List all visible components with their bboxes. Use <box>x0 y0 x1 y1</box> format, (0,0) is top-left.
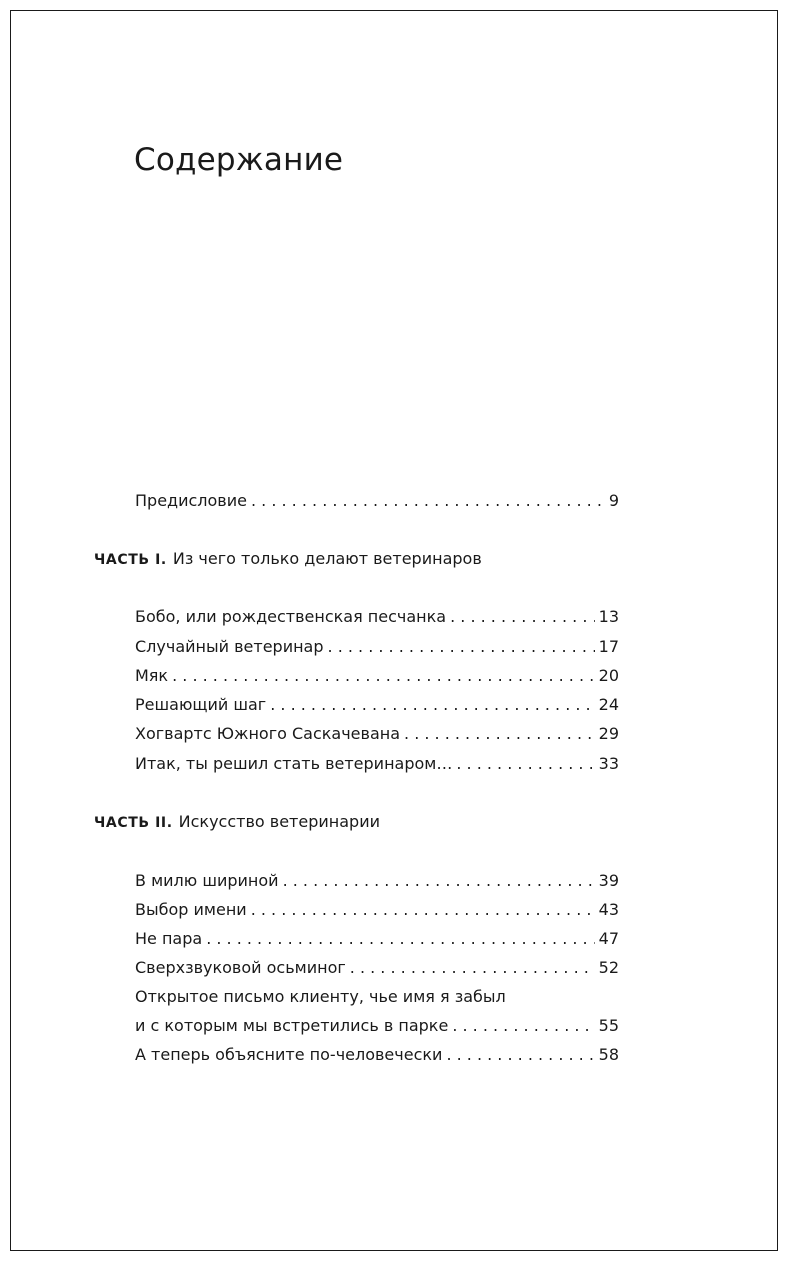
entry-page: 20 <box>598 666 619 685</box>
dot-leader <box>270 693 594 717</box>
entry-page: 39 <box>598 871 619 890</box>
entry-label: Бобо, или рождественская песчанка <box>135 607 447 626</box>
entry-page: 17 <box>598 637 619 656</box>
toc-entry[interactable] <box>135 635 619 659</box>
toc-entry[interactable] <box>135 927 619 951</box>
dot-leader <box>328 635 595 659</box>
entry-page: 29 <box>598 724 619 743</box>
entry-label: Сверхзвуковой осьминог <box>135 958 346 977</box>
entry-label: Выбор имени <box>135 900 247 919</box>
dot-leader <box>172 664 595 688</box>
dot-leader <box>283 869 595 893</box>
entry-page: 43 <box>598 900 619 919</box>
entry-label: Решающий шаг <box>135 695 267 714</box>
entry-page: 52 <box>598 958 619 977</box>
entry-label: Итак, ты решил стать ветеринаром… <box>135 754 453 773</box>
entry-page: 58 <box>598 1045 619 1064</box>
entry-page: 47 <box>598 929 619 948</box>
toc-entry-preface[interactable] <box>135 489 619 513</box>
entry-label: А теперь объясните по-человечески <box>135 1045 443 1064</box>
toc-entry[interactable] <box>135 956 619 980</box>
dot-leader <box>350 956 595 980</box>
toc-entry[interactable] <box>135 1043 619 1067</box>
entry-page: 55 <box>598 1016 619 1035</box>
entry-label: Не пара <box>135 929 203 948</box>
part-heading-2 <box>94 810 380 834</box>
toc-entry[interactable] <box>135 605 619 629</box>
part-title: Искусство ветеринарии <box>178 812 380 831</box>
toc-entry[interactable] <box>135 1014 619 1038</box>
entry-page: 33 <box>598 754 619 773</box>
entry-label: В милю шириной <box>135 871 279 890</box>
toc-entry[interactable] <box>135 693 619 717</box>
toc-entry[interactable] <box>135 722 619 746</box>
part-heading-1 <box>94 547 482 571</box>
part-title: Из чего только делают ветеринаров <box>172 549 482 568</box>
part-label: ЧАСТЬ II. <box>94 815 173 831</box>
entry-label: Случайный ветеринар <box>135 637 324 656</box>
entry-label: Мяк <box>135 666 169 685</box>
dot-leader <box>446 1043 594 1067</box>
dot-leader <box>206 927 594 951</box>
entry-page: 13 <box>598 607 619 626</box>
entry-label: и с которым мы встретились в парке <box>135 1016 449 1035</box>
dot-leader <box>404 722 595 746</box>
entry-page: 9 <box>608 491 619 510</box>
dot-leader <box>251 489 605 513</box>
toc-entry[interactable] <box>135 664 619 688</box>
toc-entry[interactable] <box>135 752 619 776</box>
dot-leader <box>251 898 595 922</box>
dot-leader <box>456 752 594 776</box>
entry-page: 24 <box>598 695 619 714</box>
part-label: ЧАСТЬ I. <box>94 552 167 568</box>
dot-leader <box>450 605 595 629</box>
entry-label: Предисловие <box>135 491 247 510</box>
dot-leader <box>452 1014 594 1038</box>
toc-title: Содержание <box>134 142 344 178</box>
entry-label: Хогвартс Южного Саскачевана <box>135 724 401 743</box>
toc-entry[interactable] <box>135 898 619 922</box>
toc-entry[interactable] <box>135 869 619 893</box>
toc-entry-first-line[interactable]: Открытое письмо клиенту, чье имя я забыл <box>135 987 506 1006</box>
